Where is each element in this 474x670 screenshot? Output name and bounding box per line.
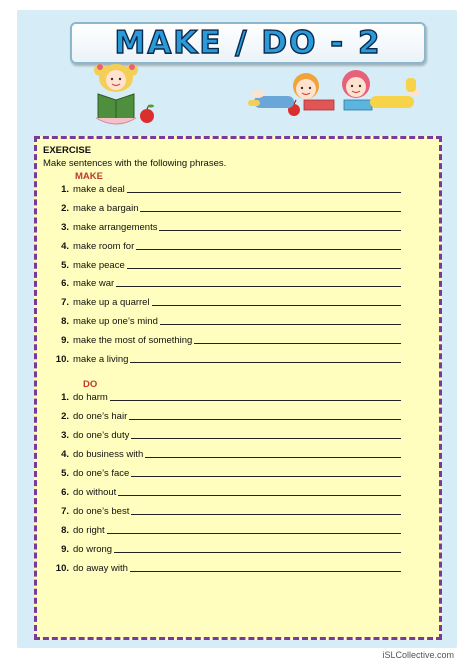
item-phrase: do without [73, 487, 117, 498]
make-item [37, 219, 401, 233]
make-item [37, 332, 401, 346]
answer-line[interactable] [130, 362, 401, 363]
do-item [37, 541, 401, 555]
answer-line[interactable] [131, 514, 401, 515]
item-number: 4. [61, 449, 69, 460]
item-number: 1. [61, 392, 69, 403]
make-item [37, 200, 401, 214]
answer-line[interactable] [110, 400, 401, 401]
item-phrase: do one’s face [73, 468, 130, 479]
item-number: 7. [61, 297, 69, 308]
item-phrase: make up a quarrel [73, 297, 150, 308]
item-number: 10. [55, 563, 69, 574]
do-item [37, 465, 401, 479]
do-item [37, 389, 401, 403]
item-number: 7. [61, 506, 69, 517]
answer-line[interactable] [136, 249, 401, 250]
item-number: 6. [61, 278, 69, 289]
do-item [37, 446, 401, 460]
item-number: 3. [61, 222, 69, 233]
item-phrase: do one’s best [73, 506, 130, 517]
item-phrase: make a deal [73, 184, 125, 195]
item-phrase: do harm [73, 392, 108, 403]
do-item [37, 408, 401, 422]
item-number: 8. [61, 316, 69, 327]
children-lying-reading-illustration [244, 66, 424, 124]
answer-line[interactable] [160, 324, 401, 325]
item-number: 6. [61, 487, 69, 498]
do-item [37, 427, 401, 441]
item-number: 2. [61, 203, 69, 214]
answer-line[interactable] [130, 571, 401, 572]
item-phrase: make arrangements [73, 222, 158, 233]
item-phrase: make the most of something [73, 335, 193, 346]
answer-line[interactable] [131, 438, 401, 439]
item-number: 8. [61, 525, 69, 536]
answer-line[interactable] [129, 419, 401, 420]
item-number: 5. [61, 260, 69, 271]
make-item [37, 238, 401, 252]
item-phrase: make room for [73, 241, 135, 252]
make-item [37, 257, 401, 271]
item-phrase: make a bargain [73, 203, 139, 214]
title-banner [70, 22, 426, 64]
footer-credit: iSLCollective.com [382, 650, 454, 660]
page-title: MAKE / DO - 2 [114, 25, 382, 61]
exercise-box [34, 136, 442, 640]
item-number: 1. [61, 184, 69, 195]
item-phrase: do one’s hair [73, 411, 128, 422]
make-item [37, 275, 401, 289]
item-number: 9. [61, 544, 69, 555]
make-item [37, 313, 401, 327]
answer-line[interactable] [194, 343, 401, 344]
make-item [37, 181, 401, 195]
item-number: 5. [61, 468, 69, 479]
answer-line[interactable] [159, 230, 401, 231]
item-phrase: make war [73, 278, 115, 289]
do-item [37, 503, 401, 517]
item-phrase: do away with [73, 563, 128, 574]
answer-line[interactable] [131, 476, 401, 477]
do-item [37, 522, 401, 536]
answer-line[interactable] [127, 192, 401, 193]
item-phrase: do one’s duty [73, 430, 130, 441]
girl-reading-illustration [86, 60, 158, 128]
answer-line[interactable] [140, 211, 401, 212]
item-phrase: make up one’s mind [73, 316, 158, 327]
item-phrase: make a living [73, 354, 129, 365]
answer-line[interactable] [114, 552, 401, 553]
item-number: 3. [61, 430, 69, 441]
item-phrase: do right [73, 525, 105, 536]
item-number: 4. [61, 241, 69, 252]
do-item [37, 560, 401, 574]
item-number: 10. [55, 354, 69, 365]
make-item [37, 351, 401, 365]
make-section-label: MAKE [75, 171, 103, 182]
answer-line[interactable] [127, 268, 401, 269]
exercise-heading: EXERCISE [43, 145, 92, 156]
answer-line[interactable] [145, 457, 401, 458]
exercise-instruction: Make sentences with the following phrases. [43, 158, 227, 169]
do-item [37, 484, 401, 498]
do-section-label: DO [83, 379, 98, 390]
item-phrase: do wrong [73, 544, 113, 555]
answer-line[interactable] [152, 305, 401, 306]
make-item [37, 294, 401, 308]
item-phrase: do business with [73, 449, 144, 460]
item-number: 2. [61, 411, 69, 422]
item-number: 9. [61, 335, 69, 346]
answer-line[interactable] [107, 533, 401, 534]
item-phrase: make peace [73, 260, 125, 271]
answer-line[interactable] [116, 286, 401, 287]
answer-line[interactable] [118, 495, 401, 496]
